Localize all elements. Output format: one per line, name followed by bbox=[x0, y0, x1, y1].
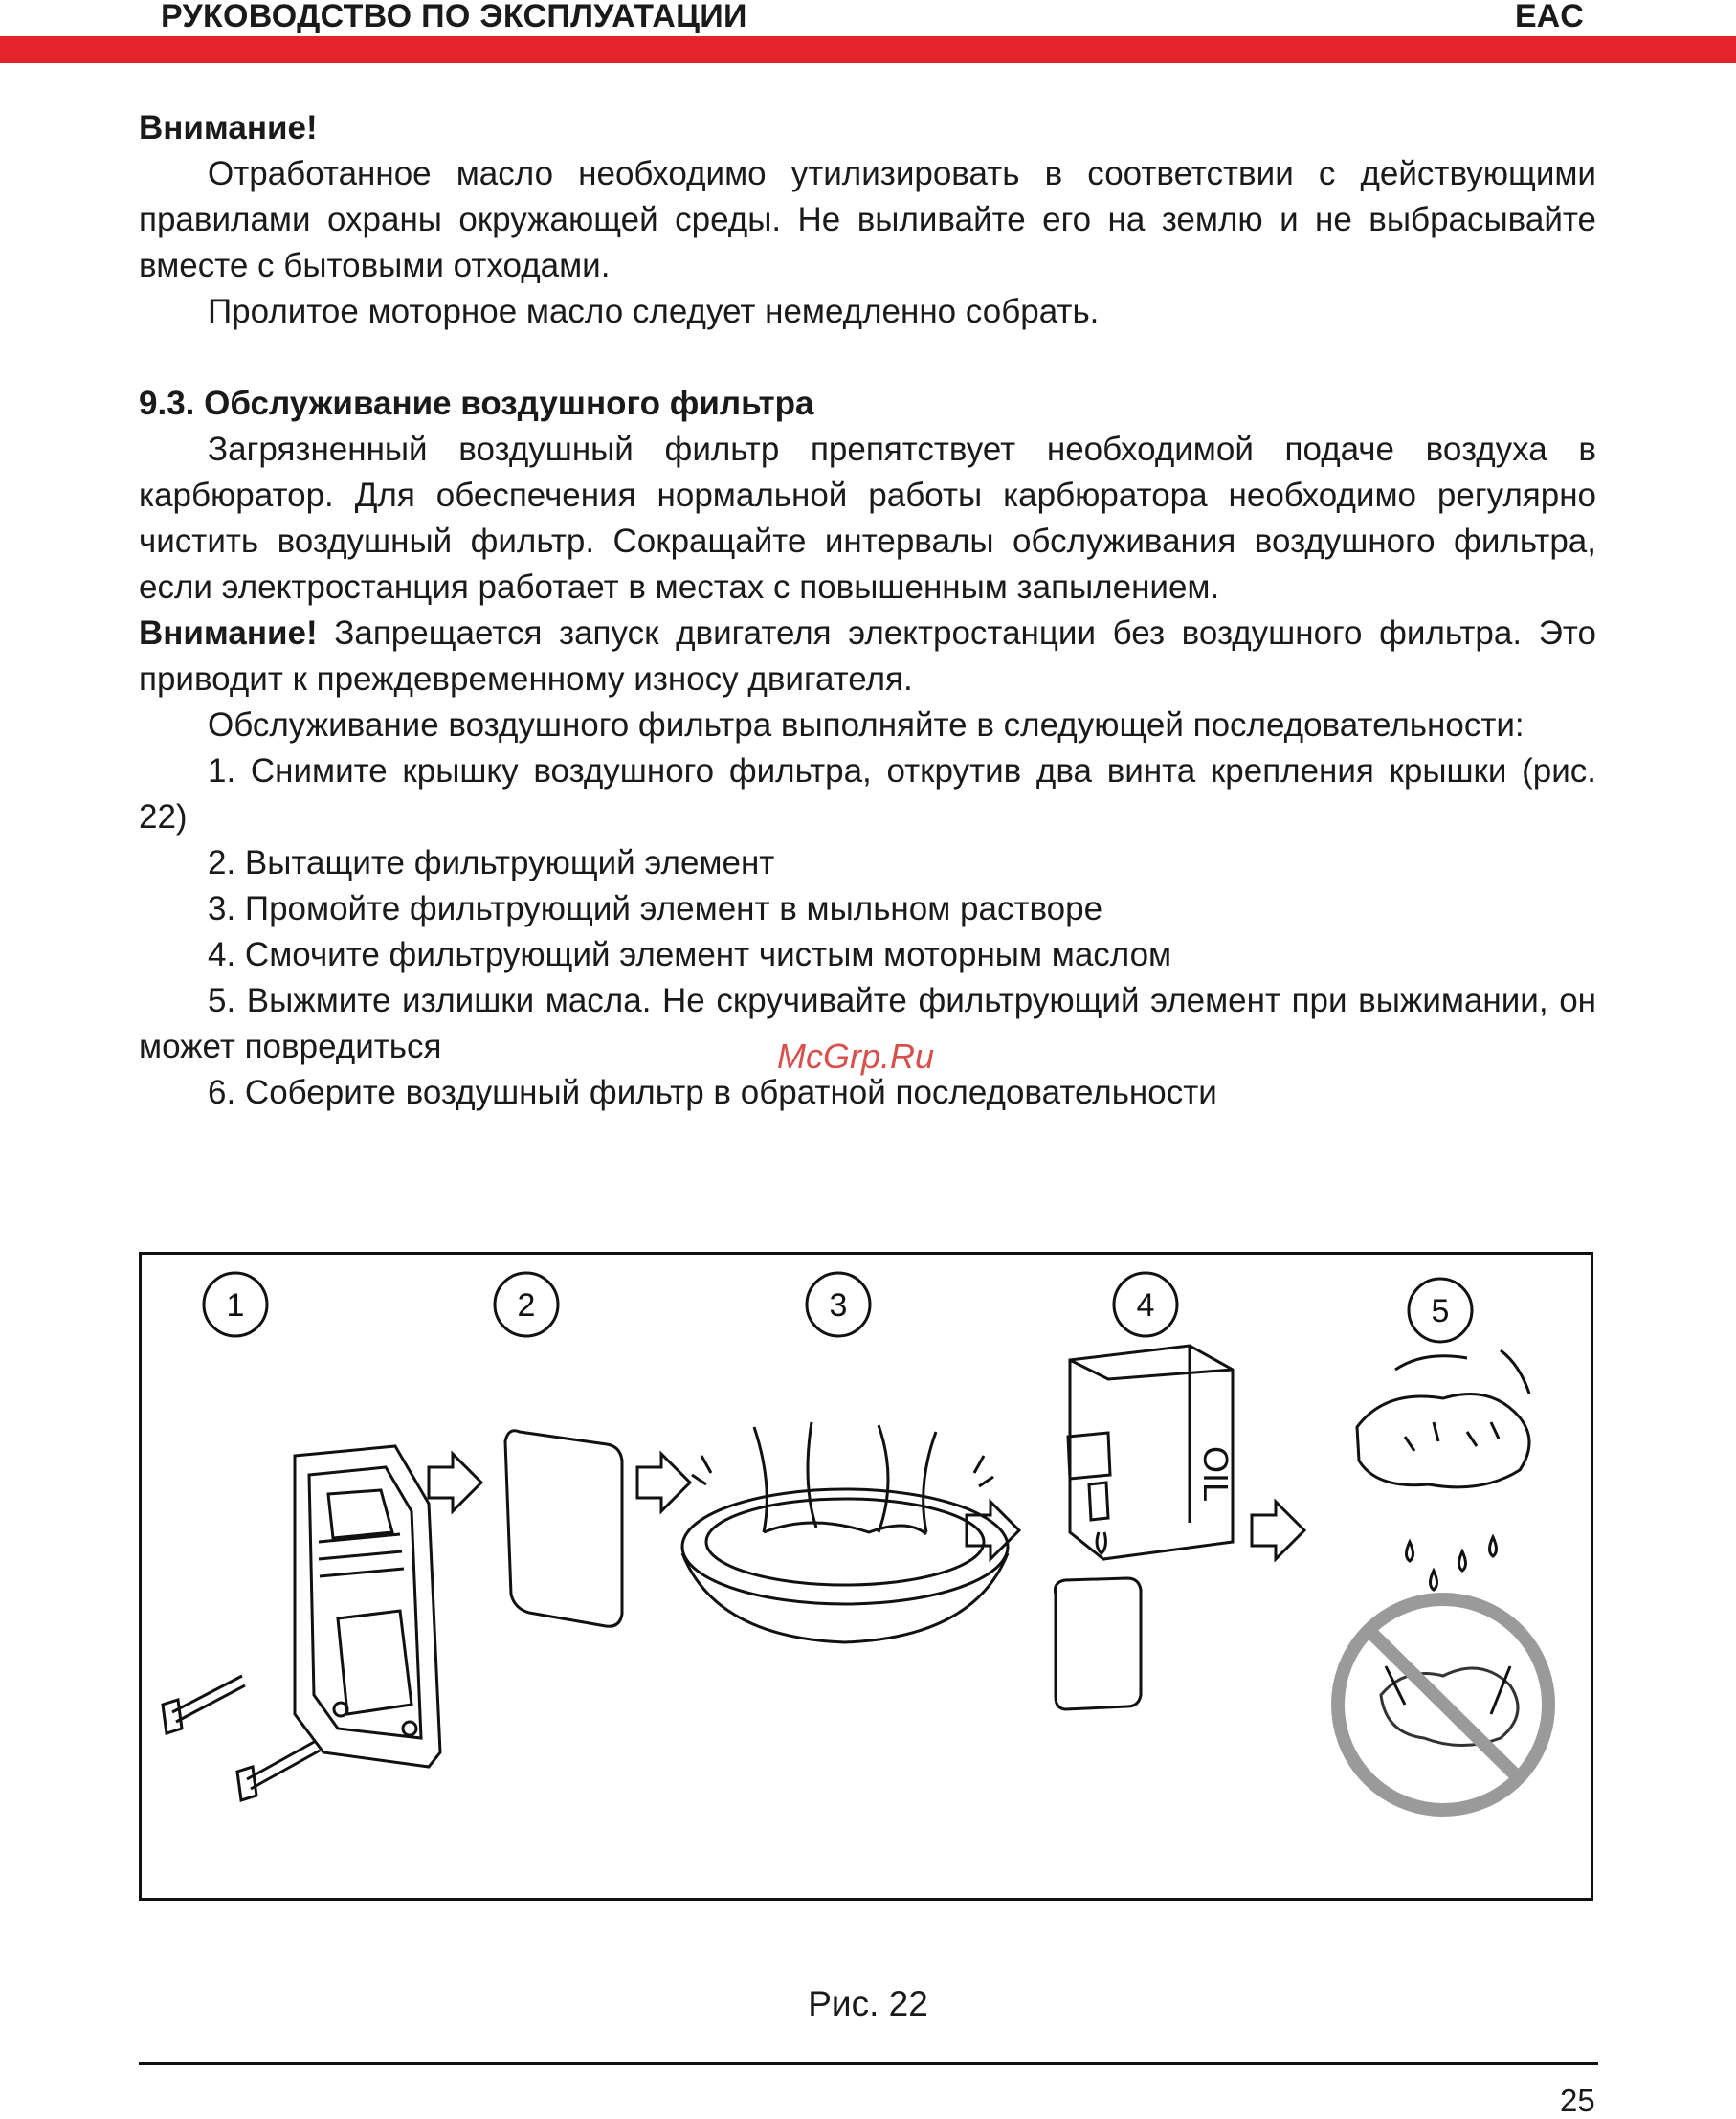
warning-heading: Внимание! bbox=[139, 109, 318, 146]
step-circle bbox=[1409, 1279, 1472, 1342]
figure-caption: Рис. 22 bbox=[808, 1984, 928, 2023]
arrow-right-icon bbox=[429, 1454, 481, 1511]
step-circle bbox=[495, 1273, 558, 1336]
oil-label: OIL bbox=[1196, 1446, 1235, 1503]
header-title: РУКОВОДСТВО ПО ЭКСПЛУАТАЦИИ bbox=[161, 0, 747, 34]
step-item: 4. Смочите фильтрующий элемент чистым моторным маслом bbox=[208, 936, 1172, 973]
step-item: 5. Выжмите излишки масла. Не скручивайте фильтрующий элемент при выжимании, он может повредиться bbox=[139, 982, 1596, 1065]
page-number: 25 bbox=[1560, 2083, 1595, 2118]
screw-drawing bbox=[163, 1676, 245, 1733]
arrow-right-icon bbox=[1252, 1502, 1304, 1559]
step-number: 2 bbox=[517, 1287, 536, 1324]
filter-cover-drawing bbox=[295, 1446, 440, 1767]
step-item: 3. Промойте фильтрующий элемент в мыльном растворе bbox=[208, 890, 1103, 927]
step-number: 5 bbox=[1431, 1293, 1450, 1329]
step-item: 2. Вытащите фильтрующий элемент bbox=[208, 844, 775, 881]
step-circle bbox=[204, 1273, 267, 1336]
filter-service-illustration bbox=[142, 1255, 1591, 1898]
oil-drops-icon bbox=[1407, 1537, 1497, 1590]
step-circle bbox=[807, 1273, 870, 1336]
section-warning-text: Запрещается запуск двигателя электростанции без воздушного фильтра. Это приводит к преждевременному износу двигателя. bbox=[139, 614, 1596, 698]
oiled-element-drawing bbox=[1055, 1578, 1141, 1709]
step-number: 3 bbox=[829, 1287, 848, 1324]
figure-22 bbox=[139, 1252, 1593, 1901]
warning-paragraph: Отработанное масло необходимо утилизировать в соответствии с действующими правилами охраны окружающей среды. Не выливайте его на землю и не выбрасывайте вместе с бытовыми отходами. bbox=[139, 155, 1596, 284]
eac-mark: EAC bbox=[1515, 0, 1584, 34]
prohibited-icon bbox=[1338, 1599, 1548, 1810]
page-content bbox=[139, 105, 1596, 1116]
section-warning bbox=[139, 611, 1596, 703]
oil-can-drawing bbox=[1068, 1346, 1235, 1559]
spilled-oil-paragraph: Пролитое моторное масло следует немедленно собрать. bbox=[208, 293, 1100, 330]
step-item: 6. Соберите воздушный фильтр в обратной последовательности bbox=[208, 1074, 1217, 1111]
squeeze-hands-drawing bbox=[1357, 1350, 1529, 1487]
steps-intro: Обслуживание воздушного фильтра выполняйте в следующей последовательности: bbox=[208, 706, 1525, 744]
step-number: 1 bbox=[226, 1287, 245, 1324]
screw-drawing bbox=[237, 1741, 320, 1800]
washing-bowl-drawing bbox=[682, 1422, 1008, 1642]
section-warning-label: Внимание! bbox=[139, 614, 318, 652]
step-number: 4 bbox=[1136, 1287, 1155, 1324]
arrow-right-icon bbox=[637, 1454, 690, 1511]
section-intro: Загрязненный воздушный фильтр препятствует необходимой подаче воздуха в карбюратор. Для обеспечения нормальной работы карбюратора необходимо регулярно чистить воздушный фильтр. Сокращайте интервалы обслуживания воздушного фильтра, если электростанция работает в местах с повышенным запылением. bbox=[139, 431, 1596, 606]
step-item: 1. Снимите крышку воздушного фильтра, открутив два винта крепления крышки (рис. 22) bbox=[139, 752, 1596, 836]
section-heading: 9.3. Обслуживание воздушного фильтра bbox=[139, 385, 814, 422]
watermark: McGrp.Ru bbox=[777, 1037, 935, 1076]
filter-element-drawing bbox=[505, 1431, 622, 1626]
page-header bbox=[0, 0, 1736, 34]
header-red-bar bbox=[0, 36, 1736, 63]
step-circle bbox=[1114, 1273, 1177, 1336]
footer-rule bbox=[139, 2062, 1598, 2065]
